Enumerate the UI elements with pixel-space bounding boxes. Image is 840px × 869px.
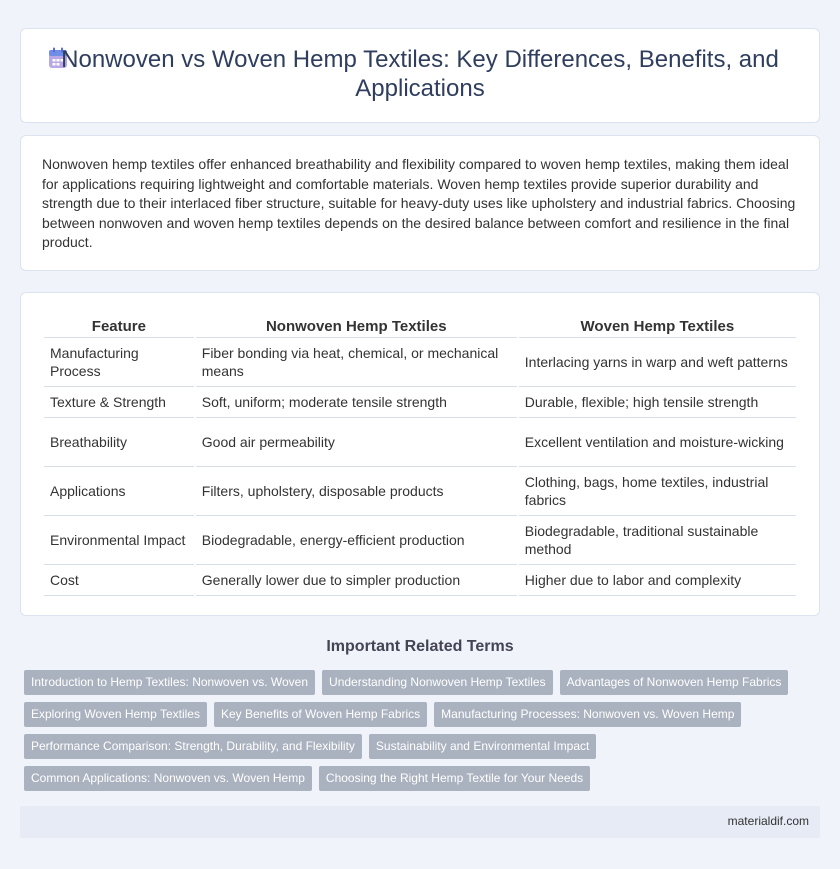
- table-header-row: [44, 315, 796, 338]
- related-term-tag[interactable]: Sustainability and Environmental Impact: [369, 734, 596, 759]
- related-term-tag[interactable]: Understanding Nonwoven Hemp Textiles: [322, 670, 553, 695]
- header-nonwoven: Nonwoven Hemp Textiles: [196, 315, 517, 338]
- table-cell: Environmental Impact: [44, 516, 194, 565]
- table-cell: Texture & Strength: [44, 387, 194, 418]
- page-title: Nonwoven vs Woven Hemp Textiles: Key Differences, Benefits, and Applications: [61, 46, 779, 102]
- table-cell: Biodegradable, energy-efficient production: [196, 516, 517, 565]
- related-term-tag[interactable]: Introduction to Hemp Textiles: Nonwoven vs. Woven: [24, 670, 315, 695]
- table-cell: Good air permeability: [196, 418, 517, 467]
- table-cell: Breathability: [44, 418, 194, 467]
- summary-card: [20, 135, 820, 271]
- site-credit[interactable]: materialdif.com: [727, 814, 809, 828]
- table-row: [44, 467, 796, 516]
- related-term-tag[interactable]: Advantages of Nonwoven Hemp Fabrics: [560, 670, 789, 695]
- table-cell: Applications: [44, 467, 194, 516]
- table-row: [44, 387, 796, 418]
- summary-text: Nonwoven hemp textiles offer enhanced breathability and flexibility compared to woven hemp textiles, making them ideal for applications requiring lightweight and comfortable materials. Woven hemp textiles provide superior durability and strength due to their interlaced fiber structure, suitable for heavy-duty uses like upholstery and industrial fabrics. Choosing between nonwoven and woven hemp textiles depends on the desired balance between comfort and resilience in the final product.: [42, 156, 796, 250]
- header-woven: Woven Hemp Textiles: [519, 315, 796, 338]
- related-term-tag[interactable]: Common Applications: Nonwoven vs. Woven Hemp: [24, 766, 312, 791]
- footer: [20, 806, 820, 838]
- table-row: [44, 418, 796, 467]
- tag-row: [24, 766, 824, 798]
- header-card: [20, 28, 820, 123]
- related-term-tag[interactable]: Manufacturing Processes: Nonwoven vs. Woven Hemp: [434, 702, 741, 727]
- table-cell: Higher due to labor and complexity: [519, 565, 796, 596]
- related-terms-list: [24, 670, 824, 798]
- table-row: [44, 565, 796, 596]
- tag-row: [24, 702, 824, 734]
- table-row: [44, 338, 796, 387]
- table-row: [44, 516, 796, 565]
- related-terms-title: Important Related Terms: [326, 638, 514, 655]
- table-cell: Soft, uniform; moderate tensile strength: [196, 387, 517, 418]
- tag-row: [24, 734, 824, 766]
- comparison-table-card: [20, 292, 820, 616]
- table-cell: Manufacturing Process: [44, 338, 194, 387]
- related-term-tag[interactable]: Key Benefits of Woven Hemp Fabrics: [214, 702, 427, 727]
- related-term-tag[interactable]: Choosing the Right Hemp Textile for Your Needs: [319, 766, 590, 791]
- table-cell: Excellent ventilation and moisture-wicking: [519, 418, 796, 467]
- comparison-table: [42, 315, 798, 596]
- table-cell: Generally lower due to simpler production: [196, 565, 517, 596]
- tag-row: [24, 670, 824, 702]
- related-term-tag[interactable]: Exploring Woven Hemp Textiles: [24, 702, 207, 727]
- table-cell: Durable, flexible; high tensile strength: [519, 387, 796, 418]
- table-cell: Interlacing yarns in warp and weft patterns: [519, 338, 796, 387]
- table-cell: Cost: [44, 565, 194, 596]
- related-term-tag[interactable]: Performance Comparison: Strength, Durability, and Flexibility: [24, 734, 362, 759]
- table-cell: Filters, upholstery, disposable products: [196, 467, 517, 516]
- table-cell: Biodegradable, traditional sustainable method: [519, 516, 796, 565]
- table-cell: Fiber bonding via heat, chemical, or mechanical means: [196, 338, 517, 387]
- table-cell: Clothing, bags, home textiles, industrial fabrics: [519, 467, 796, 516]
- header-feature: Feature: [44, 315, 194, 338]
